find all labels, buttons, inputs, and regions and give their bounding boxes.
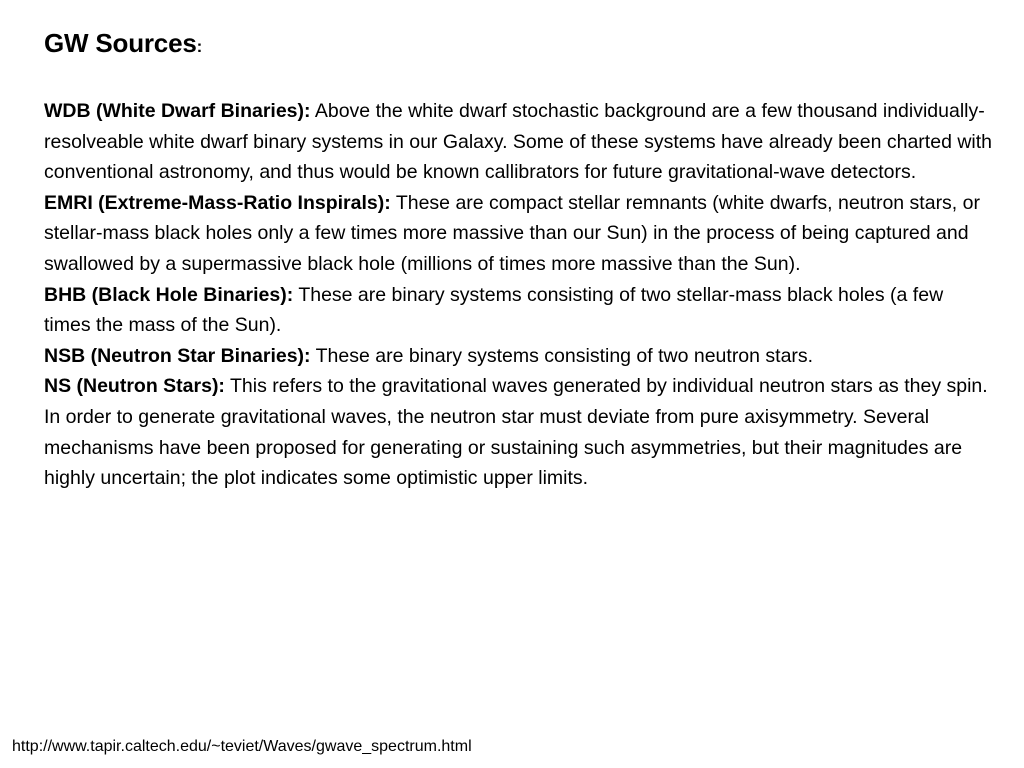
entry-term: EMRI (Extreme-Mass-Ratio Inspirals): [44,191,391,214]
entry-text: These are binary systems consisting of two neutron stars. [315,344,814,367]
source-list [44,96,994,494]
entry-term: WDB (White Dwarf Binaries): [44,100,311,122]
slide-title-text: GW Sources [44,28,197,58]
entry-text: This refers to the gravitational waves generated by individual neutron stars as they spin. In order to generate gravitational waves, the neutron star must deviate from pure axisymmetry. Several mechanisms have been proposed for generating or sustaining such asymmetries, but their magnitudes are highly uncertain; the plot indicates some optimistic upper limits. [44,375,988,490]
entry-term: BHB (Black Hole Binaries): [44,283,294,306]
entry-nsb [44,341,994,372]
entry-text: These are binary systems consisting of two stellar-mass black holes (a few times the mass of the Sun). [44,283,944,337]
entry-text: These are compact stellar remnants (white dwarfs, neutron stars, or stellar-mass black holes only a few times more massive than our Sun) in the process of being captured and swallowed by a supermassive black hole (millions of times more massive than the Sun). [44,191,980,275]
source-url[interactable]: http://www.tapir.caltech.edu/~teviet/Waves/gwave_spectrum.html [12,738,472,755]
slide-title [44,28,202,59]
entry-emri [44,188,994,280]
entry-ns [44,371,994,493]
entry-term: NSB (Neutron Star Binaries): [44,344,311,367]
entry-term: NS (Neutron Stars): [44,375,225,398]
slide-title-colon: : [196,37,203,56]
entry-wdb [44,96,994,188]
entry-bhb [44,280,994,341]
entry-text: Above the white dwarf stochastic background are a few thousand individually-resolveable white dwarf binary systems in our Galaxy. Some of these systems have already been charted with conventional astronomy, and thus would be known callibrators for future gravitational-wave detectors. [44,100,993,184]
